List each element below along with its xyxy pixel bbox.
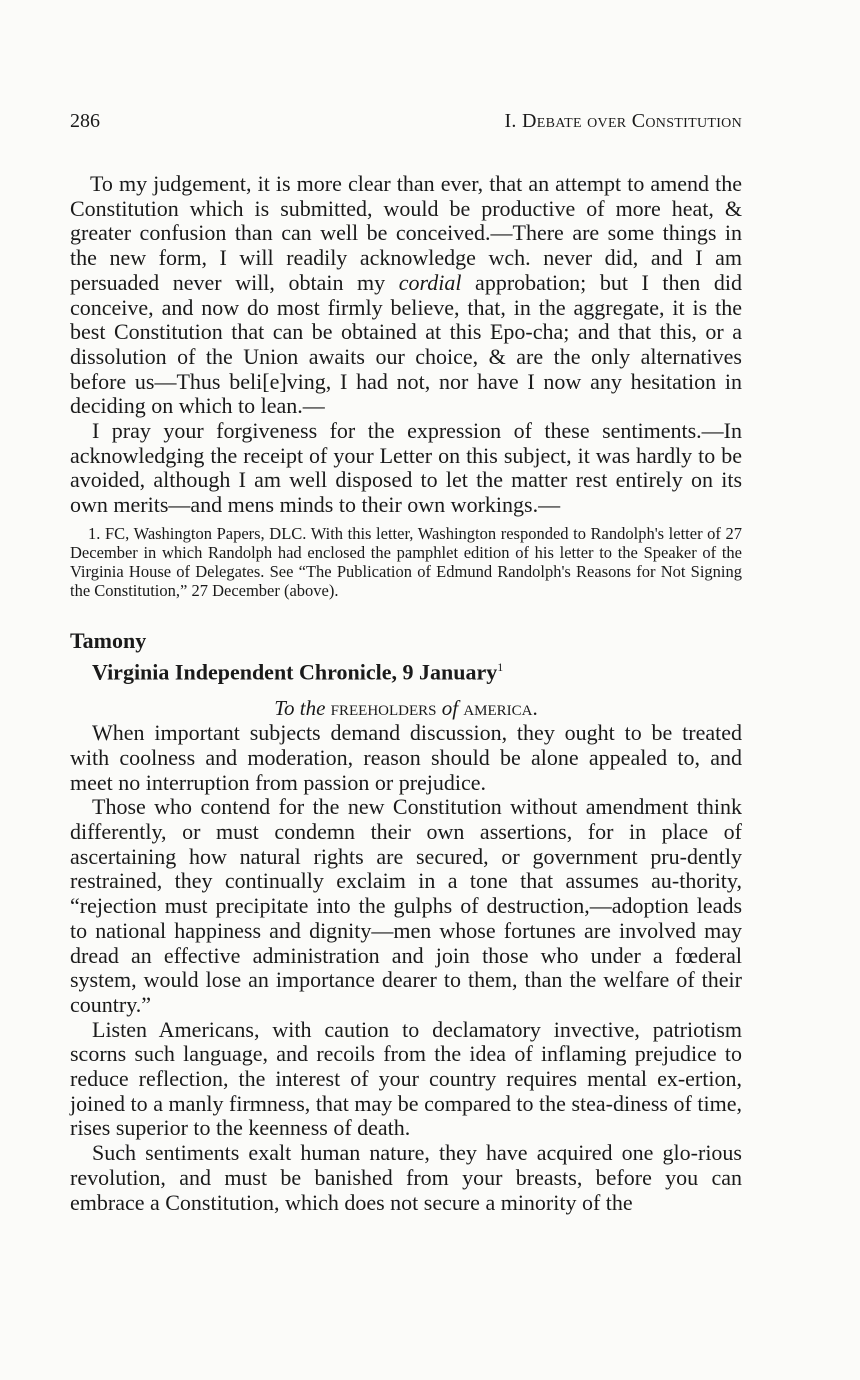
document-source <box>70 654 742 685</box>
page-number: 286 <box>70 110 100 132</box>
document-source-text: Virginia Independent Chronicle, 9 January <box>92 659 498 685</box>
document-page <box>70 110 742 1215</box>
letter-paragraph-1-emphasis: cordial <box>398 269 462 295</box>
running-title: I. Debate over Constitution <box>504 110 742 132</box>
footnote: 1. FC, Washington Papers, DLC. With this letter, Washington responded to Randolph's letter of 27 December in which Randolph had enclosed the pamphlet edition of his letter to the Speaker of the Virginia House of Delegates. See “The Publication of Edmund Randolph's Reasons for Not Signing the Constitution,” 27 December (above). <box>70 523 742 600</box>
salutation-to-the: To the <box>274 696 326 721</box>
letter-paragraph-1-part-a: To my judgement, it is more clear than ever, that an attempt to amend the Constitution which is submitted, would be productive of more heat, & greater confusion than can well be conceived.—There are some things in the new form, I will readily acknowledge wch. never did, and I am persuaded never will, obtain my <box>70 171 742 295</box>
letter-paragraph-1-part-b: approbation; but I then did conceive, and now do most firmly believe, that, in the aggregate, it is the best Constitution that can be obtained at this Epo-cha; and that this, or a dissolution of the Union awaits our choice, & are the only alternatives before us—Thus beli[e]ving, I had not, nor have I now any hesitation in deciding on which to lean.— <box>70 269 742 419</box>
salutation-america: america. <box>463 696 538 721</box>
body-paragraph-4: Such sentiments exalt human nature, they have acquired one glo-rious revolution, and must be banished from your breasts, before you can embrace a Constitution, which does not secure a minority of the <box>70 1140 742 1215</box>
document-author: Tamony <box>70 627 147 653</box>
salutation <box>70 695 742 721</box>
body-paragraph-3: Listen Americans, with caution to declamatory invective, patriotism scorns such language, and recoils from the idea of inflaming prejudice to reduce reflection, the interest of your country requires mental ex-ertion, joined to a manly firmness, that may be compared to the stea-diness of time, rises superior to the keenness of death. <box>70 1016 742 1141</box>
salutation-freeholders: freeholders <box>330 696 437 721</box>
letter-paragraph-1 <box>70 172 742 419</box>
letter-paragraph-2: I pray your forgiveness for the expression of these sentiments.—In acknowledging the receipt of your Letter on this subject, it was hardly to be avoided, although I am well disposed to let the matter rest entirely on its own merits—and mens minds to their own workings.— <box>70 418 742 518</box>
salutation-of: of <box>441 696 459 721</box>
running-head <box>70 110 742 146</box>
body-paragraph-1: When important subjects demand discussion, they ought to be treated with coolness and moderation, reason should be alone appealed to, and meet no interruption from passion or prejudice. <box>70 720 742 795</box>
source-note-marker: 1 <box>497 659 504 674</box>
body-paragraph-2: Those who contend for the new Constitution without amendment think differently, or must condemn their own assertions, for in place of ascertaining how natural rights are secured, or government pru-dently restrained, they continually exclaim in a tone that assumes au-thority, “rejection must precipitate into the gulphs of destruction,—adoption leads to national happiness and dignity—men whose fortunes are involved may dread an effective administration and join those who under a fœderal system, would lose an importance dearer to them, than the welfare of their country.” <box>70 794 742 1017</box>
